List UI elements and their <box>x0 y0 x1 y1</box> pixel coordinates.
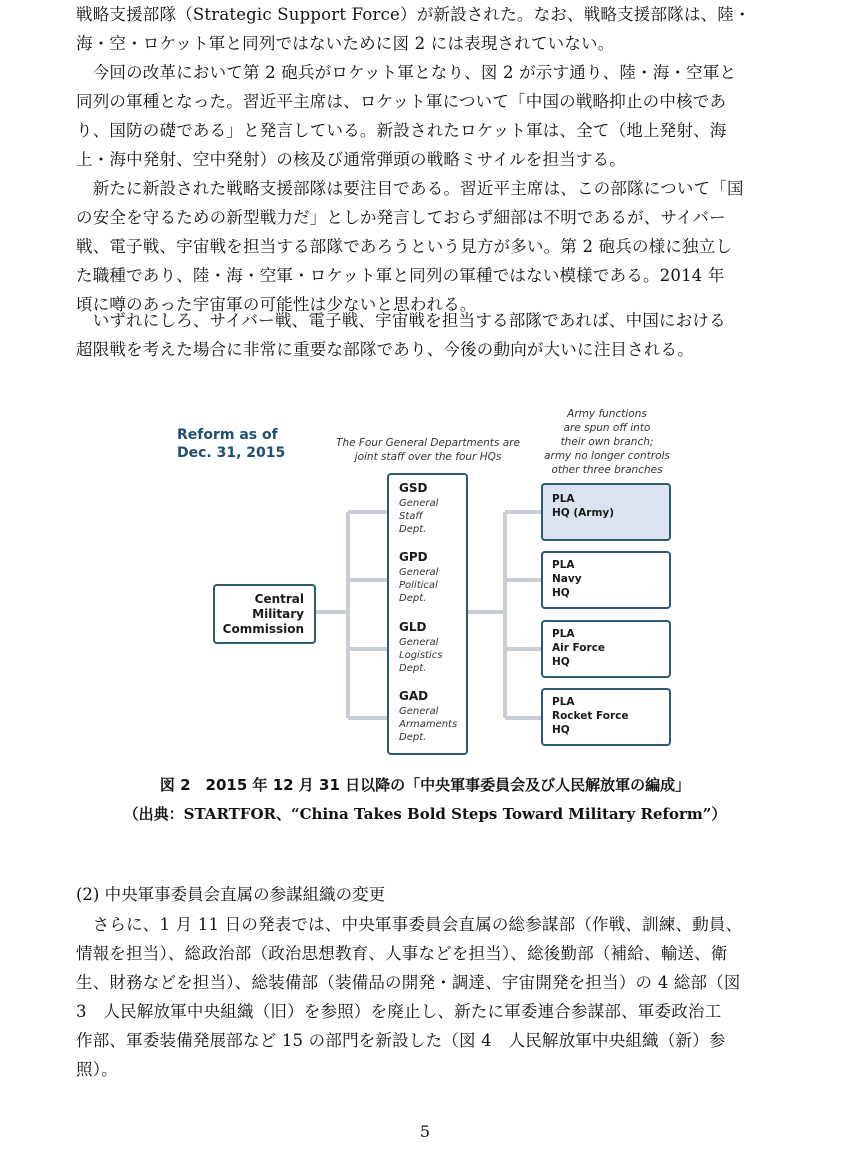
dept-gad-line1: General <box>399 706 439 717</box>
hq-navy-line1: PLA <box>552 559 575 571</box>
hq-navy-line3: HQ <box>552 587 570 599</box>
connectors-departments-hqs <box>467 512 542 718</box>
hq-army-line1: PLA <box>552 493 575 505</box>
hq-air-force-line2: Air Force <box>552 642 606 654</box>
paragraph-new-ssf: 新たに新設された戦略支援部隊は要注目である。習近平主席は、この部隊について「国 の安全を守るための新型戦力だ」としか発言しておらず細部は不明であるが、サイバー 戦、電子戦、宇宙戦を担当する部隊であろうという見方が多い。第 2 砲兵の様に独立し た職種であり、陸・海・空軍・ロケット軍と同列の軍種ではない模様である。2014 年 頃に噂のあった宇宙軍の可能性は少ないと思われる。 <box>76 179 744 314</box>
dept-gld-line1: General <box>399 637 439 648</box>
note-departments-line2: joint staff over the four HQs <box>354 451 502 463</box>
note-army-line3: their own branch; <box>560 436 654 448</box>
paragraph-staff-reorganization: さらに、1 月 11 日の発表では、中央軍事委員会直属の総参謀部（作戦、訓練、動員、 情報を担当）、総政治部（政治思想教育、人事などを担当）、総後勤部（補給、輸送、衛 生、財務などを担当）、総装備部（装備品の開発・調達、宇宙開発を担当）の 4 総部（図 3 人民解放軍中央組織（旧）を参照）を廃止し、新たに軍委連合参謀部、軍委政治工 作部、軍委装備発展部など 15 の部門を新設した（図 4 人民解放軍中央組織（新）参 照）。 <box>76 915 743 1079</box>
figure-title-line2: Dec. 31, 2015 <box>177 445 286 461</box>
dept-gpd-line3: Dept. <box>399 593 427 604</box>
page-number: 5 <box>419 1122 431 1141</box>
dept-gsd-line2: Staff <box>399 511 423 522</box>
dept-gpd-line2: Political <box>399 580 438 591</box>
dept-gpd-abbr: GPD <box>399 550 428 564</box>
hq-navy-line2: Navy <box>552 573 582 585</box>
dept-gld-line3: Dept. <box>399 663 427 674</box>
note-departments-line1: The Four General Departments are <box>336 437 520 449</box>
note-army-line1: Army functions <box>567 408 647 420</box>
figure-caption: 図 2 2015 年 12 月 31 日以降の「中央軍事委員会及び人民解放軍の編成」 <box>159 776 691 794</box>
note-army-line2: are spun off into <box>563 422 651 434</box>
connectors-cmc-departments <box>315 512 388 718</box>
hq-rocket-force-line3: HQ <box>552 724 570 736</box>
dept-gsd-line1: General <box>399 498 439 509</box>
org-chart-figure <box>170 400 680 765</box>
dept-gld-line2: Logistics <box>399 650 443 661</box>
hq-rocket-force-line1: PLA <box>552 696 575 708</box>
paragraph-strategic-support: 戦略支援部隊（Strategic Support Force）が新設された。なお、戦略支援部隊は、陸・ 海・空・ロケット軍と同列ではないために図 2 には表現されていない。 <box>76 5 751 53</box>
dept-gsd-abbr: GSD <box>399 481 428 495</box>
hq-air-force-line3: HQ <box>552 656 570 668</box>
paragraph-rocket-force: 今回の改革において第 2 砲兵がロケット軍となり、図 2 が示す通り、陸・海・空軍と 同列の軍種となった。習近平主席は、ロケット軍について「中国の戦略抑止の中核であ り、国防の礎である」と発言している。新設されたロケット軍は、全て（地上発射、海 上・海中発射、空中発射）の核及び通常弾頭の戦略ミサイルを担当する。 <box>76 63 737 169</box>
dept-gsd-line3: Dept. <box>399 524 427 535</box>
hq-rocket-force-line2: Rocket Force <box>552 710 629 722</box>
cmc-label-line2: Military <box>252 607 304 621</box>
hq-air-force-line1: PLA <box>552 628 575 640</box>
hq-army-line2: HQ (Army) <box>552 507 615 519</box>
dept-gld-abbr: GLD <box>399 620 427 634</box>
paragraph-importance: いずれにしろ、サイバー戦、電子戦、宇宙戦を担当する部隊であれば、中国における 超限戦を考えた場合に非常に重要な部隊であり、今後の動向が大いに注目される。 <box>76 311 726 359</box>
note-army-line4: army no longer controls <box>544 450 670 462</box>
figure-title-line1: Reform as of <box>177 427 278 443</box>
dept-gad-abbr: GAD <box>399 689 429 703</box>
cmc-label-line1: Central <box>254 592 304 606</box>
dept-gad-line2: Armaments <box>399 719 458 730</box>
dept-gpd-line1: General <box>399 567 439 578</box>
cmc-label-line3: Commission <box>222 622 304 636</box>
figure-source: （出典：STARTFOR、“China Takes Bold Steps Toward Military Reform”） <box>123 805 727 823</box>
section-heading: (2) 中央軍事委員会直属の参謀組織の変更 <box>76 885 386 904</box>
dept-gad-line3: Dept. <box>399 732 427 743</box>
note-army-line5: other three branches <box>551 464 663 476</box>
